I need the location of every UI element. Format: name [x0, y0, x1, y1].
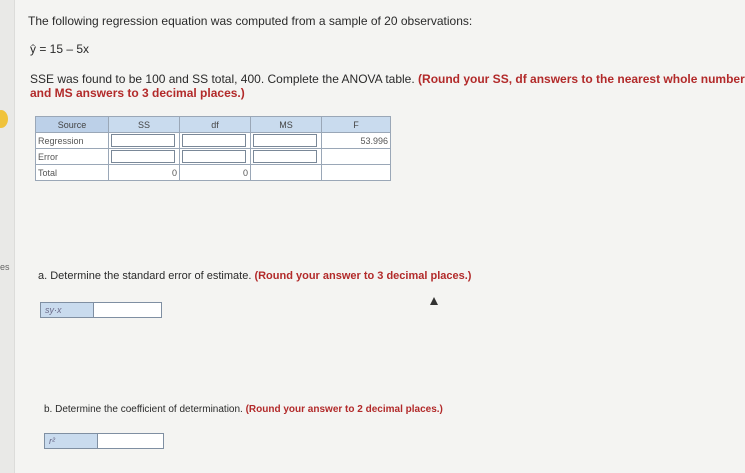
- r-squared-label: r²: [45, 434, 97, 448]
- anova-header-row: [36, 117, 391, 133]
- part-b-rounding: (Round your answer to 2 decimal places.): [245, 404, 443, 415]
- part-b-question: [44, 404, 443, 415]
- instructions-rounding: (Round your SS, df answers to the nearest whole number: [418, 72, 745, 86]
- part-a-question: [38, 270, 471, 282]
- table-row: [36, 149, 391, 165]
- coefficient-of-determination-answer[interactable]: [44, 433, 164, 449]
- part-b-text: b. Determine the coefficient of determination.: [44, 404, 246, 415]
- left-sidebar-strip: [0, 0, 15, 473]
- table-row: [36, 133, 391, 149]
- total-ms-cell: [251, 165, 322, 181]
- table-row: [36, 165, 391, 181]
- total-ss-value: 0: [109, 165, 180, 181]
- header-df: df: [180, 117, 251, 133]
- sidebar-edge-text: es: [0, 262, 10, 272]
- row-source: Total: [36, 165, 109, 181]
- header-f: F: [322, 117, 391, 133]
- instructions-text: SSE was found to be 100 and SS total, 400. Complete the ANOVA table.: [30, 72, 419, 86]
- error-df-input[interactable]: [182, 150, 246, 163]
- mouse-cursor-icon: [430, 297, 438, 305]
- error-ss-input[interactable]: [111, 150, 175, 163]
- part-a-text: a. Determine the standard error of estimate.: [38, 270, 255, 282]
- row-source: Error: [36, 149, 109, 165]
- instructions-line-2: and MS answers to 3 decimal places.): [30, 86, 245, 100]
- coefficient-input[interactable]: [97, 434, 163, 448]
- anova-table: [35, 116, 391, 181]
- header-ms: MS: [251, 117, 322, 133]
- header-source: Source: [36, 117, 109, 133]
- regression-f-value: 53.996: [322, 133, 391, 149]
- standard-error-input[interactable]: [93, 303, 161, 317]
- error-ms-input[interactable]: [253, 150, 317, 163]
- total-f-cell: [322, 165, 391, 181]
- error-f-cell: [322, 149, 391, 165]
- instructions-line-1: [30, 72, 745, 86]
- problem-intro: The following regression equation was computed from a sample of 20 observations:: [28, 14, 473, 28]
- row-source: Regression: [36, 133, 109, 149]
- part-a-rounding: (Round your answer to 3 decimal places.): [254, 270, 472, 282]
- regression-equation: ŷ = 15 – 5x: [30, 42, 90, 56]
- regression-ms-input[interactable]: [253, 134, 317, 147]
- total-df-value: 0: [180, 165, 251, 181]
- regression-ss-input[interactable]: [111, 134, 175, 147]
- sy-x-label: sy·x: [41, 303, 93, 317]
- standard-error-answer[interactable]: [40, 302, 162, 318]
- regression-df-input[interactable]: [182, 134, 246, 147]
- header-ss: SS: [109, 117, 180, 133]
